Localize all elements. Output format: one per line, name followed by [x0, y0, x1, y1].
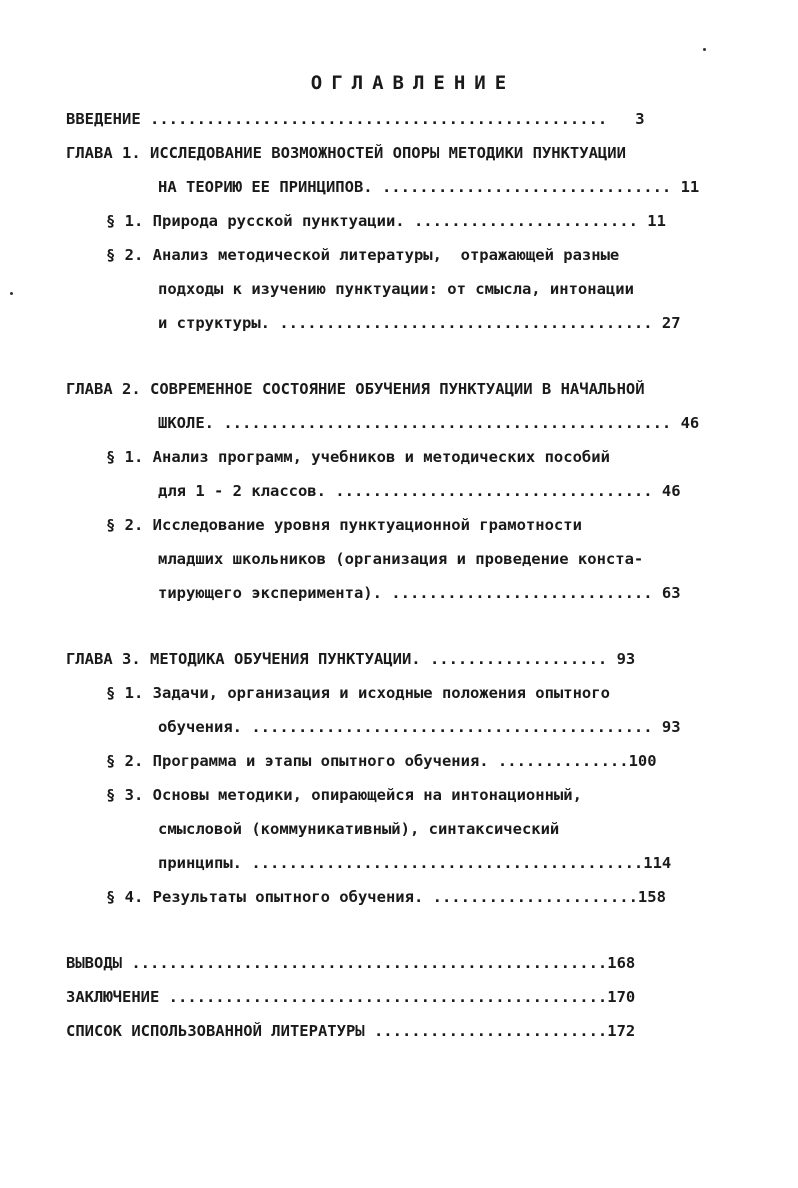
toc-line-chapter3: ГЛАВА 3. МЕТОДИКА ОБУЧЕНИЯ ПУНКТУАЦИИ. ................... 93: [66, 650, 636, 668]
toc-line-ch2-s2-cont: младших школьников (организация и проведение конста-: [158, 550, 644, 568]
scan-speck: [10, 292, 13, 295]
toc-line-chapter2: ГЛАВА 2. СОВРЕМЕННОЕ СОСТОЯНИЕ ОБУЧЕНИЯ ПУНКТУАЦИИ В НАЧАЛЬНОЙ: [66, 380, 645, 398]
toc-line-ch2-s2: § 2. Исследование уровня пунктуационной грамотности: [106, 516, 582, 534]
toc-line-ch1-s2-cont2: и структуры. ........................................ 27: [158, 314, 681, 332]
toc-line-ch2-s1: § 1. Анализ программ, учебников и методических пособий: [106, 448, 610, 466]
toc-line-intro: ВВЕДЕНИЕ ................................................. 3: [66, 110, 645, 128]
toc-line-ch3-s1-cont: обучения. ........................................... 93: [158, 718, 681, 736]
toc-line-ch3-s3: § 3. Основы методики, опирающейся на интонационный,: [106, 786, 582, 804]
toc-line-ch3-s1: § 1. Задачи, организация и исходные положения опытного: [106, 684, 610, 702]
toc-line-ch1-s1: § 1. Природа русской пунктуации. ........................ 11: [106, 212, 666, 230]
toc-line-ch3-s3-cont2: принципы. ..........................................114: [158, 854, 672, 872]
toc-line-conclusions: ВЫВОДЫ ...................................................168: [66, 954, 636, 972]
toc-line-bibliography: СПИСОК ИСПОЛЬЗОВАННОЙ ЛИТЕРАТУРЫ .........................172: [66, 1022, 636, 1040]
toc-line-ch1-s2: § 2. Анализ методической литературы, отражающей разные: [106, 246, 620, 264]
toc-line-ch2-s2-cont2: тирующего эксперимента). ............................ 63: [158, 584, 681, 602]
toc-line-ch3-s2: § 2. Программа и этапы опытного обучения. ..............100: [106, 752, 657, 770]
toc-line-ch2-s1-cont: для 1 - 2 классов. .................................. 46: [158, 482, 681, 500]
toc-line-chapter1-cont: НА ТЕОРИЮ ЕЕ ПРИНЦИПОВ. ............................... 11: [158, 178, 700, 196]
toc-line-ch1-s2-cont: подходы к изучению пунктуации: от смысла, интонации: [158, 280, 634, 298]
page-title: ОГЛАВЛЕНИЕ: [310, 72, 516, 94]
toc-line-chapter2-cont: ШКОЛЕ. ................................................ 46: [158, 414, 700, 432]
toc-line-ch3-s3-cont: смысловой (коммуникативный), синтаксический: [158, 820, 560, 838]
toc-line-ch3-s4: § 4. Результаты опытного обучения. ......................158: [106, 888, 666, 906]
toc-line-afterword: ЗАКЛЮЧЕНИЕ ...............................................170: [66, 988, 636, 1006]
toc-line-chapter1: ГЛАВА 1. ИССЛЕДОВАНИЕ ВОЗМОЖНОСТЕЙ ОПОРЫ МЕТОДИКИ ПУНКТУАЦИИ: [66, 144, 626, 162]
scan-speck: [703, 48, 706, 51]
